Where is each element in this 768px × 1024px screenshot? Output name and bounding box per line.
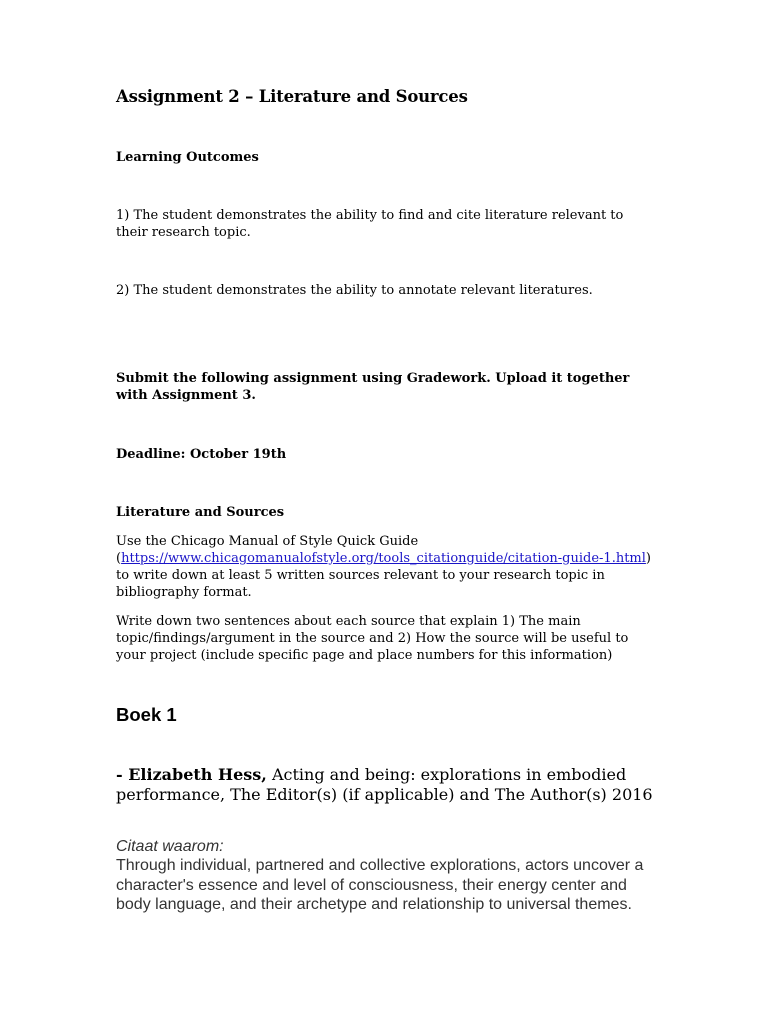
literature-intro-before: Use the Chicago Manual of Style Quick Guide ( <box>116 534 419 566</box>
entry-author: - Elizabeth Hess, <box>116 765 267 784</box>
boek-1-heading: Boek 1 <box>116 704 177 725</box>
literature-intro-after: ) to write down at least 5 written sources relevant to your research topic in bibliography format. <box>116 551 651 600</box>
entry-citation: Acting and being: explorations in embodied performance, The Editor(s) (if applicable) and The Author(s) 2016 <box>116 765 653 804</box>
learning-outcome-2: 2) The student demonstrates the ability to annotate relevant literatures. <box>116 283 593 298</box>
page-title: Assignment 2 – Literature and Sources <box>116 87 468 106</box>
literature-instruction-2: Write down two sentences about each source that explain 1) The main topic/findings/argument in the source and 2) How the source will be useful to your project (include specific page and place numbers for this information) <box>116 614 629 663</box>
learning-outcomes-heading: Learning Outcomes <box>116 150 259 165</box>
literature-heading: Literature and Sources <box>116 505 285 520</box>
bibliography-entry <box>116 765 676 805</box>
literature-intro <box>116 533 661 601</box>
learning-outcome-1: 1) The student demonstrates the ability to find and cite literature relevant to their research topic. <box>116 208 624 240</box>
quote-label: Citaat waarom: <box>116 838 224 855</box>
deadline: Deadline: October 19th <box>116 447 287 462</box>
quote-text: Through individual, partnered and collective explorations, actors uncover a character's essence and level of consciousness, their energy center and body language, and their archetype and relationship to universal themes. <box>116 857 644 914</box>
chicago-guide-link[interactable]: https://www.chicagomanualofstyle.org/tools_citationguide/citation-guide-1.html <box>121 551 646 566</box>
submission-instruction: Submit the following assignment using Gradework. Upload it together with Assignment 3. <box>116 371 630 403</box>
